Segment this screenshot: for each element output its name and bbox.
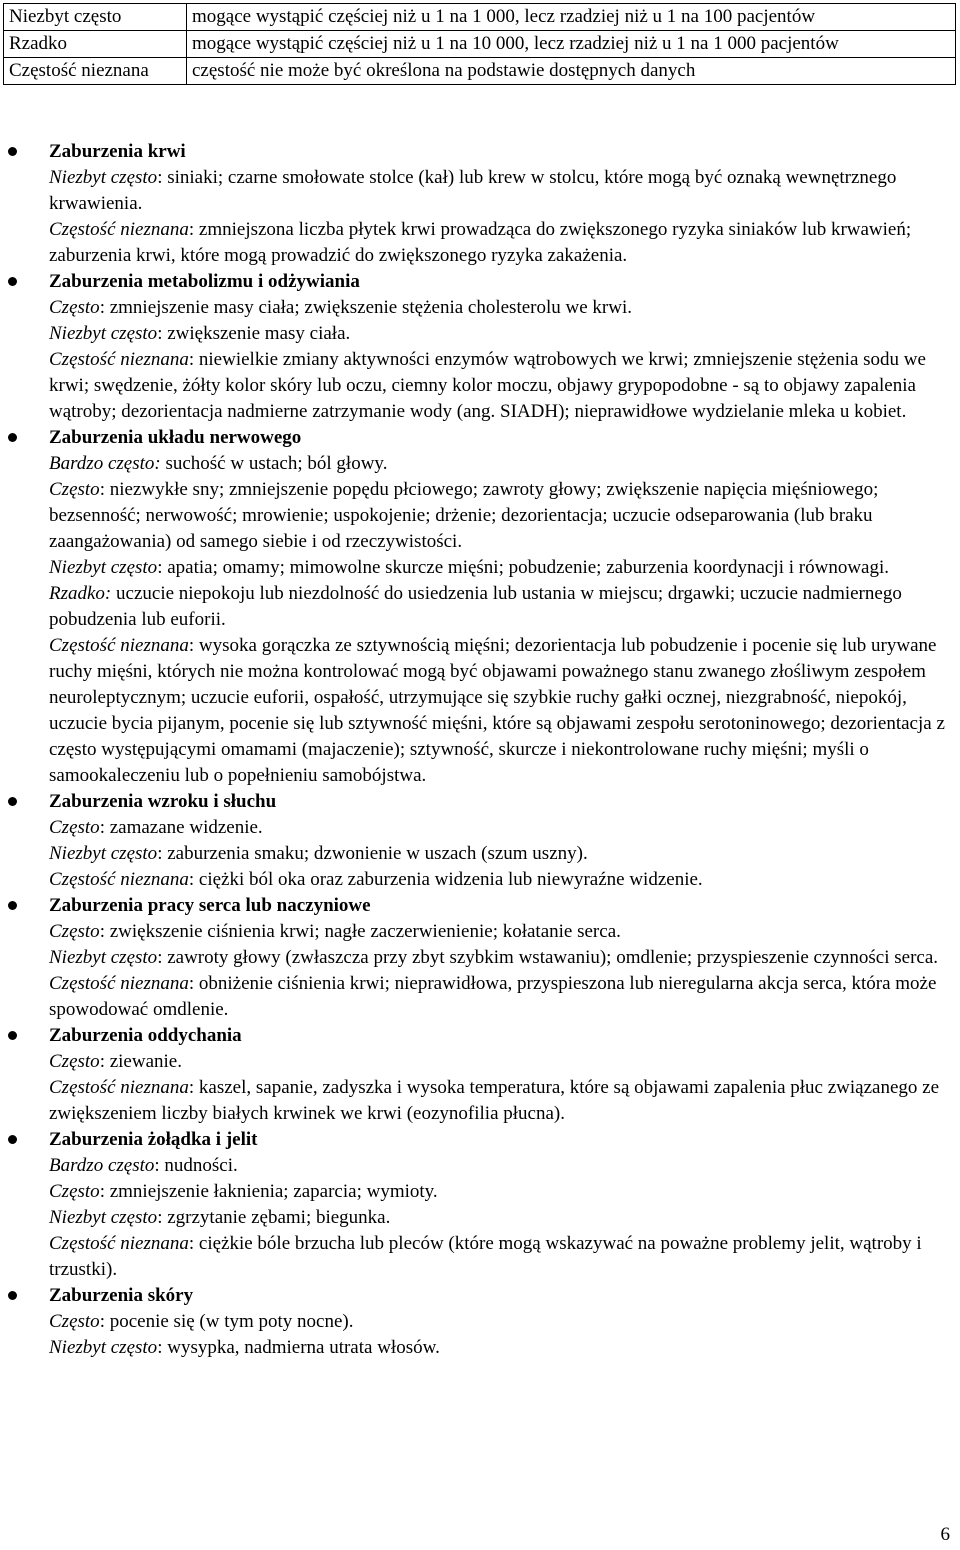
- side-effects-list: [0, 139, 950, 1361]
- side-effect-section: [0, 789, 950, 893]
- label-separator: :: [99, 1051, 110, 1072]
- side-effect-text: wysoka gorączka ze sztywnością mięśni; dezorientacja lub pobudzenie i pocenie się lub urywane ruchy mięśni, których nie można kontrolować mogą być objawami poważnego stanu zwanego złośliwym zespołem neuroleptycznym; uczucie euforii, ospałość, utrzymujące się szybkie ruchy gałki ocznej, niezgrabność, niepokój, uczucie bycia pijanym, pocenie się lub sztywność mięśni, które są objawami zespołu serotoninowego; dezorientacja z często występującymi omamami (majaczenie); sztywność, skurcze i niekontrolowane ruchy mięśni; myśli o samookaleczeniu lub o popełnieniu samobójstwa.: [49, 635, 945, 786]
- side-effect-text: niewielkie zmiany aktywności enzymów wątrobowych we krwi; zmniejszenie stężenia sodu we krwi; swędzenie, żółty kolor skóry lub oczu, ciemny kolor moczu, objawy grypopodobne - są to objawy zapalenia wątroby; dezorientacja nadmierne zatrzymanie wody (ang. SIADH); nieprawidłowe wydzielanie mleka u kobiet.: [49, 349, 926, 422]
- side-effect-text: zwiększenie ciśnienia krwi; nagłe zaczerwienienie; kołatanie serca.: [109, 921, 621, 942]
- section-title: Zaburzenia żołądka i jelit: [49, 1129, 258, 1150]
- side-effect-section: [0, 893, 950, 1023]
- label-separator: :: [154, 1155, 165, 1176]
- side-effect-entry: [49, 555, 950, 581]
- side-effect-entry: [49, 451, 950, 477]
- side-effect-entry: [49, 1231, 950, 1283]
- frequency-label: Bardzo często:: [49, 453, 161, 474]
- label-separator: :: [157, 323, 168, 344]
- side-effect-text: uczucie niepokoju lub niezdolność do usiedzenia lub ustania w miejscu; drgawki; uczucie nadmiernego pobudzenia lub euforii.: [49, 583, 902, 630]
- label-separator: :: [157, 1207, 168, 1228]
- side-effect-entry: [49, 1335, 950, 1361]
- side-effect-entry: [49, 841, 950, 867]
- frequency-label: Niezbyt często: [49, 947, 158, 968]
- section-title: Zaburzenia pracy serca lub naczyniowe: [49, 895, 371, 916]
- bullet-icon: [8, 1291, 17, 1300]
- frequency-label: Niezbyt często: [49, 323, 158, 344]
- side-effect-section: [0, 269, 950, 425]
- side-effect-entry: [49, 1049, 950, 1075]
- frequency-label: Częstość nieznana: [49, 869, 189, 890]
- bullet-icon: [8, 277, 17, 286]
- frequency-label: Niezbyt często: [49, 843, 158, 864]
- frequency-label: Bardzo często: [49, 1155, 155, 1176]
- frequency-definition: mogące wystąpić częściej niż u 1 na 1 000, lecz rzadziej niż u 1 na 100 pacjentów: [187, 4, 956, 31]
- frequency-label: Często: [49, 1051, 100, 1072]
- section-title: Zaburzenia układu nerwowego: [49, 427, 302, 448]
- label-separator: :: [188, 973, 199, 994]
- side-effect-section: [0, 1283, 950, 1361]
- bullet-icon: [8, 1135, 17, 1144]
- frequency-definition: częstość nie może być określona na podstawie dostępnych danych: [187, 58, 956, 85]
- side-effect-entry: [49, 1179, 950, 1205]
- frequency-label: Częstość nieznana: [49, 635, 189, 656]
- label-separator: :: [157, 1337, 168, 1358]
- side-effect-entry: [49, 1153, 950, 1179]
- label-separator: :: [188, 635, 199, 656]
- frequency-label: Często: [49, 1181, 100, 1202]
- side-effect-entry: [49, 919, 950, 945]
- frequency-label: Częstość nieznana: [49, 219, 189, 240]
- bullet-icon: [8, 797, 17, 806]
- frequency-label: Niezbyt często: [49, 1337, 158, 1358]
- side-effect-text: zgrzytanie zębami; biegunka.: [167, 1207, 391, 1228]
- side-effect-entry: [49, 217, 950, 269]
- section-title: Zaburzenia oddychania: [49, 1025, 242, 1046]
- side-effect-entry: [49, 971, 950, 1023]
- bullet-icon: [8, 433, 17, 442]
- label-separator: :: [188, 219, 199, 240]
- frequency-label: Częstość nieznana: [49, 1233, 189, 1254]
- side-effect-entry: [49, 165, 950, 217]
- label-separator: :: [99, 921, 110, 942]
- side-effect-entry: [49, 321, 950, 347]
- side-effect-text: zmniejszona liczba płytek krwi prowadząca do zwiększonego ryzyka siniaków lub krwawień; zaburzenia krwi, które mogą prowadzić do zwiększonego ryzyka zakażenia.: [49, 219, 912, 266]
- section-title: Zaburzenia krwi: [49, 141, 186, 162]
- frequency-label: Niezbyt często: [49, 557, 158, 578]
- label-separator: :: [99, 1311, 110, 1332]
- side-effect-text: wysypka, nadmierna utrata włosów.: [167, 1337, 440, 1358]
- frequency-row: [4, 58, 956, 85]
- frequency-term: Częstość nieznana: [4, 58, 187, 85]
- side-effect-text: suchość w ustach; ból głowy.: [165, 453, 388, 474]
- side-effect-entry: [49, 477, 950, 555]
- section-title: Zaburzenia wzroku i słuchu: [49, 791, 277, 812]
- section-title: Zaburzenia skóry: [49, 1285, 194, 1306]
- side-effect-section: [0, 1127, 950, 1283]
- frequency-label: Często: [49, 817, 100, 838]
- side-effect-section: [0, 1023, 950, 1127]
- side-effect-text: ciężki ból oka oraz zaburzenia widzenia lub niewyraźne widzenie.: [198, 869, 703, 890]
- side-effect-section: [0, 425, 950, 789]
- side-effect-text: zmniejszenie łaknienia; zaparcia; wymioty.: [109, 1181, 438, 1202]
- frequency-label: Często: [49, 297, 100, 318]
- side-effect-text: ziewanie.: [109, 1051, 182, 1072]
- frequency-definition: mogące wystąpić częściej niż u 1 na 10 000, lecz rzadziej niż u 1 na 1 000 pacjentów: [187, 31, 956, 58]
- frequency-label: Niezbyt często: [49, 1207, 158, 1228]
- label-separator: :: [157, 947, 168, 968]
- label-separator: :: [157, 843, 168, 864]
- frequency-row: [4, 31, 956, 58]
- frequency-term: Niezbyt często: [4, 4, 187, 31]
- side-effect-text: obniżenie ciśnienia krwi; nieprawidłowa, przyspieszona lub nieregularna akcja serca, która może spowodować omdlenie.: [49, 973, 937, 1020]
- side-effect-text: niezwykłe sny; zmniejszenie popędu płciowego; zawroty głowy; zwiększenie napięcia mięśniowego; bezsenność; nerwowość; mrowienie; uspokojenie; drżenie; dezorientacja; uczucie odseparowania (lub braku zaangażowania) od samego siebie i od rzeczywistości.: [49, 479, 879, 552]
- frequency-table-body: [4, 4, 956, 85]
- frequency-label: Często: [49, 479, 100, 500]
- side-effect-entry: [49, 867, 950, 893]
- frequency-label: Często: [49, 921, 100, 942]
- frequency-term: Rzadko: [4, 31, 187, 58]
- side-effect-text: ciężkie bóle brzucha lub pleców (które mogą wskazywać na poważne problemy jelit, wątroby i trzustki).: [49, 1233, 922, 1280]
- label-separator: :: [157, 557, 168, 578]
- side-effect-entry: [49, 1205, 950, 1231]
- frequency-row: [4, 4, 956, 31]
- label-separator: :: [188, 1077, 199, 1098]
- side-effect-text: zamazane widzenie.: [109, 817, 263, 838]
- side-effect-entry: [49, 945, 950, 971]
- label-separator: :: [99, 479, 110, 500]
- frequency-label: Często: [49, 1311, 100, 1332]
- label-separator: :: [188, 349, 199, 370]
- side-effect-entry: [49, 347, 950, 425]
- side-effect-entry: [49, 581, 950, 633]
- side-effect-text: zawroty głowy (zwłaszcza przy zbyt szybkim wstawaniu); omdlenie; przyspieszenie czynności serca.: [167, 947, 939, 968]
- label-separator: :: [188, 1233, 199, 1254]
- side-effect-entry: [49, 1309, 950, 1335]
- frequency-label: Niezbyt często: [49, 167, 158, 188]
- label-separator: :: [188, 869, 199, 890]
- frequency-label: Częstość nieznana: [49, 973, 189, 994]
- bullet-icon: [8, 147, 17, 156]
- bullet-icon: [8, 1031, 17, 1040]
- label-separator: :: [99, 297, 110, 318]
- frequency-label: Częstość nieznana: [49, 1077, 189, 1098]
- side-effect-entry: [49, 815, 950, 841]
- side-effect-text: pocenie się (w tym poty nocne).: [109, 1311, 354, 1332]
- bullet-icon: [8, 901, 17, 910]
- side-effect-entry: [49, 295, 950, 321]
- side-effect-entry: [49, 633, 950, 789]
- page-number: 6: [940, 1524, 950, 1545]
- side-effect-text: zmniejszenie masy ciała; zwiększenie stężenia cholesterolu we krwi.: [109, 297, 632, 318]
- side-effect-text: siniaki; czarne smołowate stolce (kał) lub krew w stolcu, które mogą być oznaką wewnętrznego krwawienia.: [49, 167, 897, 214]
- section-title: Zaburzenia metabolizmu i odżywiania: [49, 271, 360, 292]
- frequency-definition-table: [3, 3, 956, 85]
- frequency-label: Częstość nieznana: [49, 349, 189, 370]
- label-separator: :: [99, 1181, 110, 1202]
- side-effect-text: kaszel, sapanie, zadyszka i wysoka temperatura, które są objawami zapalenia płuc związanego ze zwiększeniem liczby białych krwinek we krwi (eozynofilia płucna).: [49, 1077, 940, 1124]
- side-effect-text: apatia; omamy; mimowolne skurcze mięśni; pobudzenie; zaburzenia koordynacji i równowagi.: [167, 557, 889, 578]
- side-effect-text: zaburzenia smaku; dzwonienie w uszach (szum uszny).: [167, 843, 588, 864]
- label-separator: :: [99, 817, 110, 838]
- frequency-label: Rzadko:: [49, 583, 112, 604]
- side-effect-text: zwiększenie masy ciała.: [167, 323, 351, 344]
- side-effect-text: nudności.: [164, 1155, 238, 1176]
- side-effect-entry: [49, 1075, 950, 1127]
- side-effect-section: [0, 139, 950, 269]
- label-separator: :: [157, 167, 168, 188]
